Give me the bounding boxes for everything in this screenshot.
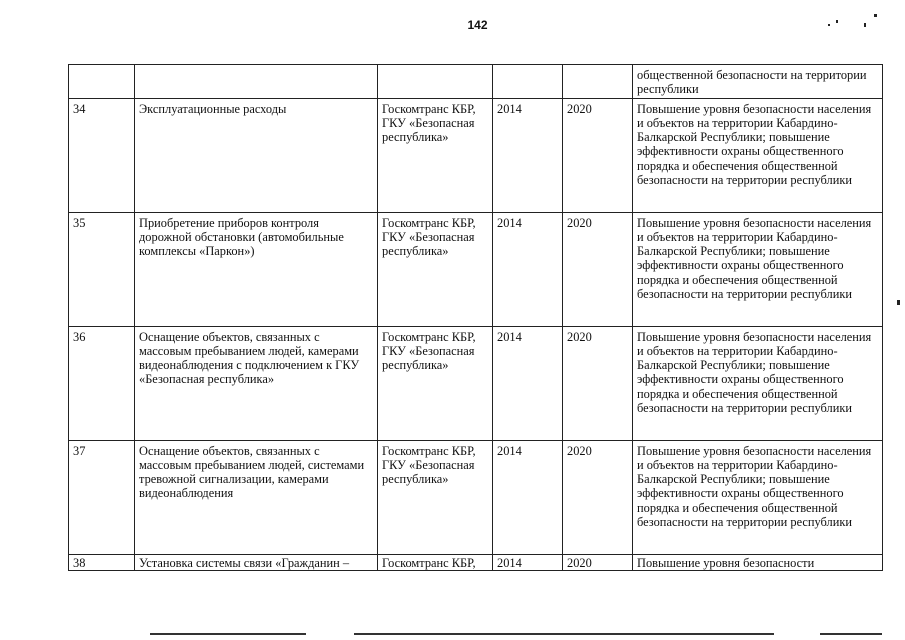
program-measures-table bbox=[68, 64, 883, 571]
cell-measure-name: Приобретение приборов контроля дорожной обстановки (автомобильные комплексы «Паркон») bbox=[135, 212, 378, 326]
cell-number: 37 bbox=[69, 440, 135, 554]
page-number: 142 bbox=[467, 18, 488, 32]
table-row bbox=[69, 440, 883, 554]
cell-executor: Госкомтранс КБР, ГКУ «Безопасная республика» bbox=[378, 98, 493, 212]
scan-artifact-line bbox=[820, 633, 882, 635]
table-row bbox=[69, 212, 883, 326]
cell-start-year: 2014 bbox=[493, 98, 563, 212]
cell-number: 34 bbox=[69, 98, 135, 212]
cell-end-year: 2020 bbox=[563, 440, 633, 554]
cell-executor bbox=[378, 65, 493, 99]
cell-measure-name: Оснащение объектов, связанных с массовым пребыванием людей, системами тревожной сигнализации, камерами видеонаблюдения bbox=[135, 440, 378, 554]
cell-measure-name: Эксплуатационные расходы bbox=[135, 98, 378, 212]
cell-measure-name: Установка системы связи «Гражданин – bbox=[135, 554, 378, 570]
cell-start-year: 2014 bbox=[493, 212, 563, 326]
cell-expected-result: Повышение уровня безопасности bbox=[633, 554, 883, 570]
cell-expected-result: Повышение уровня безопасности населения и объектов на территории Кабардино-Балкарской Республики; повышение эффективности охраны общественного порядка и обеспечения общественной безопасности на территории республики bbox=[633, 98, 883, 212]
cell-end-year bbox=[563, 65, 633, 99]
cell-executor: Госкомтранс КБР, ГКУ «Безопасная республика» bbox=[378, 440, 493, 554]
cell-end-year: 2020 bbox=[563, 98, 633, 212]
cell-end-year: 2020 bbox=[563, 212, 633, 326]
cell-number: 35 bbox=[69, 212, 135, 326]
cell-expected-result: Повышение уровня безопасности населения и объектов на территории Кабардино-Балкарской Республики; повышение эффективности охраны общественного порядка и обеспечения общественной безопасности на территории республики bbox=[633, 440, 883, 554]
cell-expected-result: общественной безопасности на территории республики bbox=[633, 65, 883, 99]
cell-start-year bbox=[493, 65, 563, 99]
cell-end-year: 2020 bbox=[563, 554, 633, 570]
cell-expected-result: Повышение уровня безопасности населения и объектов на территории Кабардино-Балкарской Республики; повышение эффективности охраны общественного порядка и обеспечения общественной безопасности на территории республики bbox=[633, 212, 883, 326]
table-row bbox=[69, 65, 883, 99]
cell-start-year: 2014 bbox=[493, 440, 563, 554]
cell-end-year: 2020 bbox=[563, 326, 633, 440]
scan-speck bbox=[864, 23, 866, 27]
cell-executor: Госкомтранс КБР, ГКУ «Безопасная республика» bbox=[378, 326, 493, 440]
cell-measure-name: Оснащение объектов, связанных с массовым пребыванием людей, камерами видеонаблюдения с подключением к ГКУ «Безопасная республика» bbox=[135, 326, 378, 440]
scan-speck bbox=[897, 300, 900, 305]
scan-speck bbox=[874, 14, 877, 17]
cell-executor: Госкомтранс КБР, ГКУ «Безопасная республика» bbox=[378, 212, 493, 326]
scan-speck bbox=[828, 24, 830, 26]
scan-speck bbox=[836, 20, 838, 23]
cell-start-year: 2014 bbox=[493, 554, 563, 570]
table-row bbox=[69, 326, 883, 440]
cell-executor: Госкомтранс КБР, bbox=[378, 554, 493, 570]
cell-number: 36 bbox=[69, 326, 135, 440]
scan-artifact-line bbox=[150, 633, 306, 635]
cell-start-year: 2014 bbox=[493, 326, 563, 440]
cell-number: 38 bbox=[69, 554, 135, 570]
cell-number bbox=[69, 65, 135, 99]
cell-expected-result: Повышение уровня безопасности населения и объектов на территории Кабардино-Балкарской Республики; повышение эффективности охраны общественного порядка и обеспечения общественной безопасности на территории республики bbox=[633, 326, 883, 440]
scan-artifact-line bbox=[354, 633, 774, 635]
table-row bbox=[69, 554, 883, 570]
cell-measure-name bbox=[135, 65, 378, 99]
table-row bbox=[69, 98, 883, 212]
